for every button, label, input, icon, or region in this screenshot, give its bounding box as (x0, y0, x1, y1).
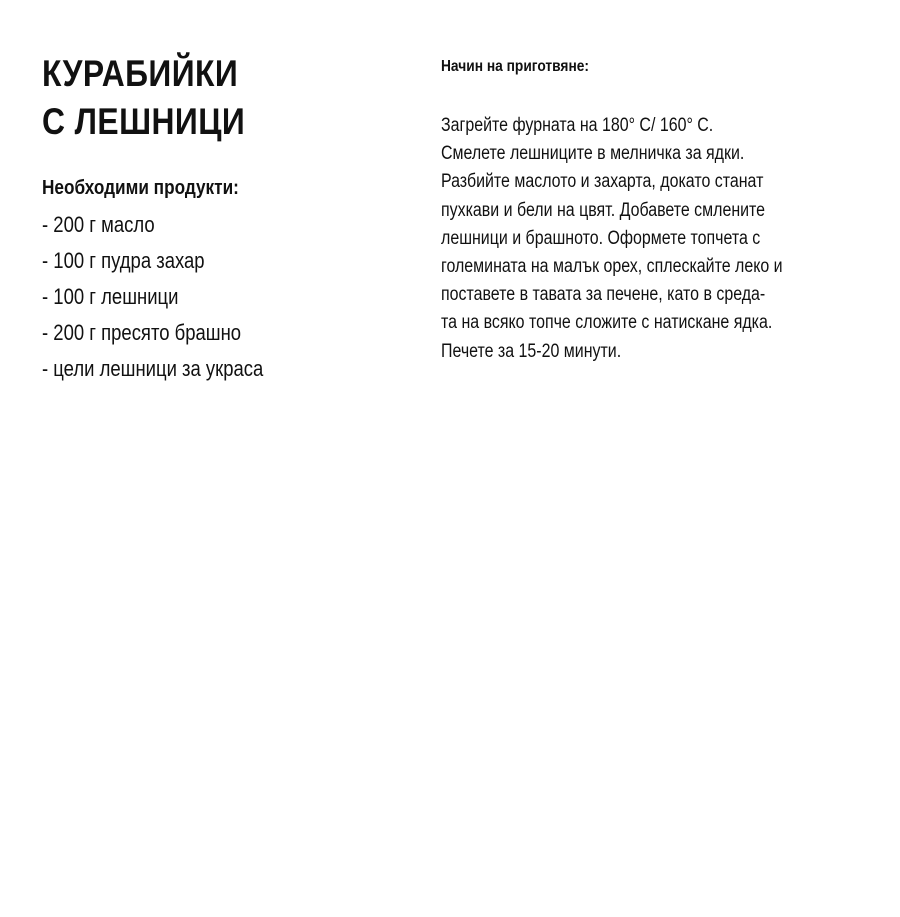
method-column (441, 56, 861, 366)
ingredient-item: - 100 г лешници (42, 284, 179, 309)
ingredient-item: - 200 г масло (42, 212, 155, 237)
method-heading: Начин на приготвяне: (441, 58, 590, 75)
method-line: та на всяко топче сложите с натискане ядка. (441, 312, 773, 334)
ingredient-item: - 200 г пресято брашно (42, 320, 242, 345)
method-text (441, 112, 861, 366)
recipe-title (42, 50, 352, 146)
method-line: Разбийте маслото и захарта, докато станат (441, 171, 764, 193)
method-line: големината на малък орех, сплескайте леко и (441, 256, 783, 278)
method-line: Смелете лешниците в мелничка за ядки. (441, 143, 745, 165)
recipe-title-line-2: С ЛЕШНИЦИ (42, 101, 246, 142)
method-line: лешници и брашното. Оформете топчета с (441, 227, 761, 249)
method-line: Загрейте фурната на 180° С/ 160° С. (441, 115, 714, 136)
ingredient-item: - цели лешници за украса (42, 356, 264, 381)
method-line: поставете в тавата за печене, като в среда- (441, 284, 766, 306)
ingredients-list (42, 207, 402, 387)
ingredient-item: - 100 г пудра захар (42, 248, 205, 273)
ingredients-column (42, 50, 402, 387)
recipe-title-line-1: КУРАБИЙКИ (42, 53, 239, 94)
method-line: пухкави и бели на цвят. Добавете смлените (441, 199, 766, 221)
method-line: Печете за 15-20 минути. (441, 340, 622, 362)
ingredients-heading: Необходими продукти: (42, 177, 239, 199)
